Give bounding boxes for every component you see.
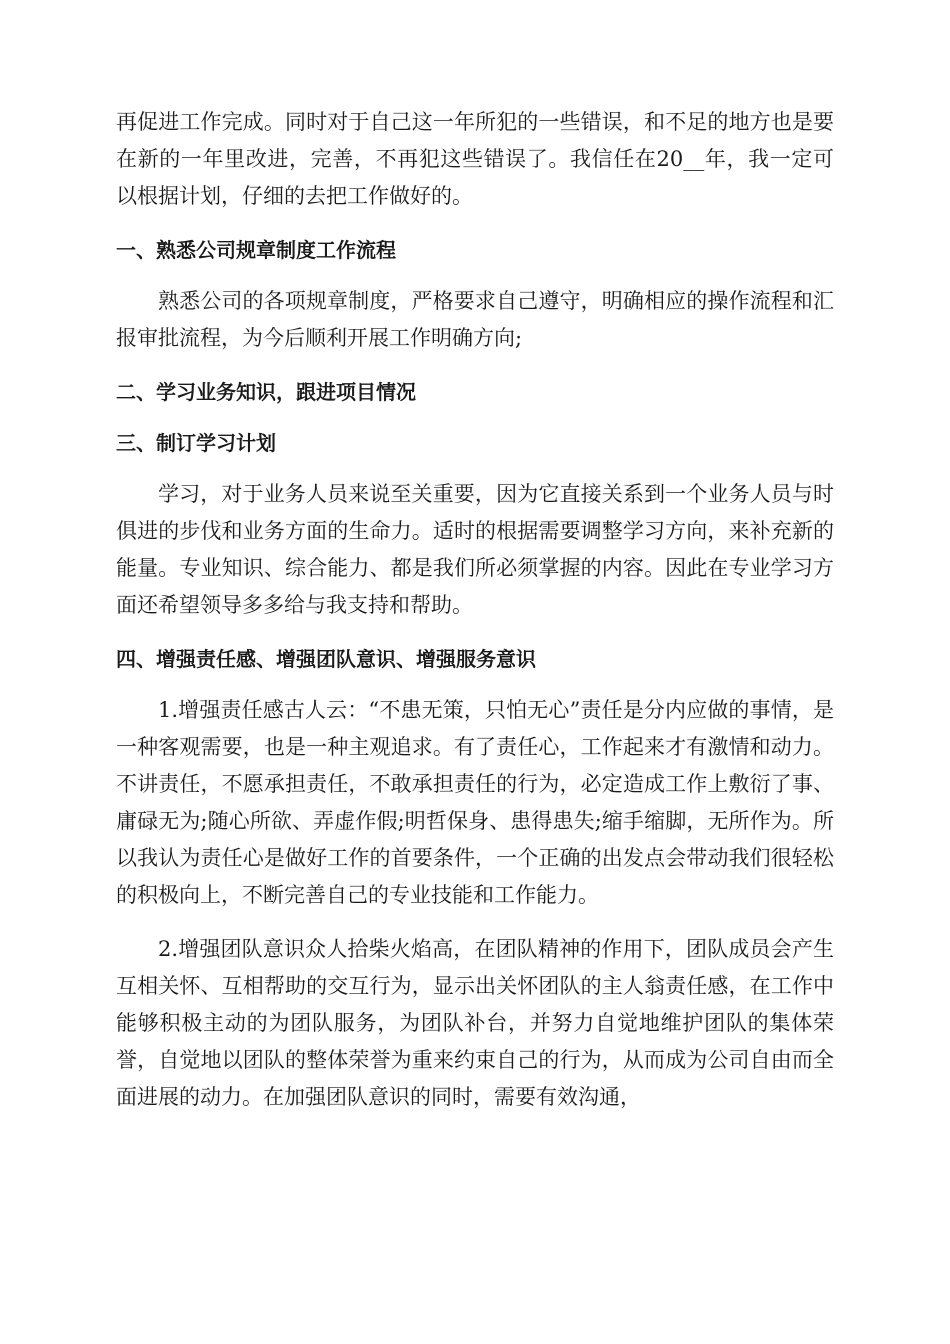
section-heading-3: 三、制订学习计划 (116, 431, 276, 455)
section-3-paragraph: 学习，对于业务人员来说至关重要，因为它直接关系到一个业务人员与时俱进的步伐和业务方面的生命力。适时的根据需要调整学习方向，来补充新的能量。专业知识、综合能力、都是我们所必须掌握的内容。因此在专业学习方面还希望领导多多给与我支持和帮助。 (116, 482, 834, 617)
section-heading-4: 四、增强责任感、增强团队意识、增强服务意识 (116, 647, 536, 671)
document-page (116, 104, 834, 1116)
section-heading-2: 二、学习业务知识，跟进项目情况 (116, 380, 416, 404)
section-1-paragraph: 熟悉公司的各项规章制度，严格要求自己遵守，明确相应的操作流程和汇报审批流程，为今后顺利开展工作明确方向; (116, 289, 834, 350)
intro-paragraph: 再促进工作完成。同时对于自己这一年所犯的一些错误，和不足的地方也是要在新的一年里改进，完善，不再犯这些错误了。我信任在20__年，我一定可以根据计划，仔细的去把工作做好的。 (116, 110, 834, 208)
section-4-item-2: 2.增强团队意识众人拾柴火焰高，在团队精神的作用下，团队成员会产生互相关怀、互相帮助的交互行为，显示出关怀团队的主人翁责任感，在工作中能够积极主动的为团队服务，为团队补台，并努力自觉地维护团队的集体荣誉，自觉地以团队的整体荣誉为重来约束自己的行为，从而成为公司自由而全面进展的动力。在加强团队意识的同时，需要有效沟通， (116, 937, 834, 1109)
section-heading-1: 一、熟悉公司规章制度工作流程 (116, 238, 396, 262)
section-4-item-1: 1.增强责任感古人云：“不患无策，只怕无心”责任是分内应做的事情，是一种客观需要，也是一种主观追求。有了责任心，工作起来才有激情和动力。不讲责任，不愿承担责任，不敢承担责任的行为，必定造成工作上敷衍了事、庸碌无为;随心所欲、弄虚作假;明哲保身、患得患失;缩手缩脚，无所作为。所以我认为责任心是做好工作的首要条件，一个正确的出发点会带动我们很轻松的积极向上，不断完善自己的专业技能和工作能力。 (116, 698, 834, 907)
